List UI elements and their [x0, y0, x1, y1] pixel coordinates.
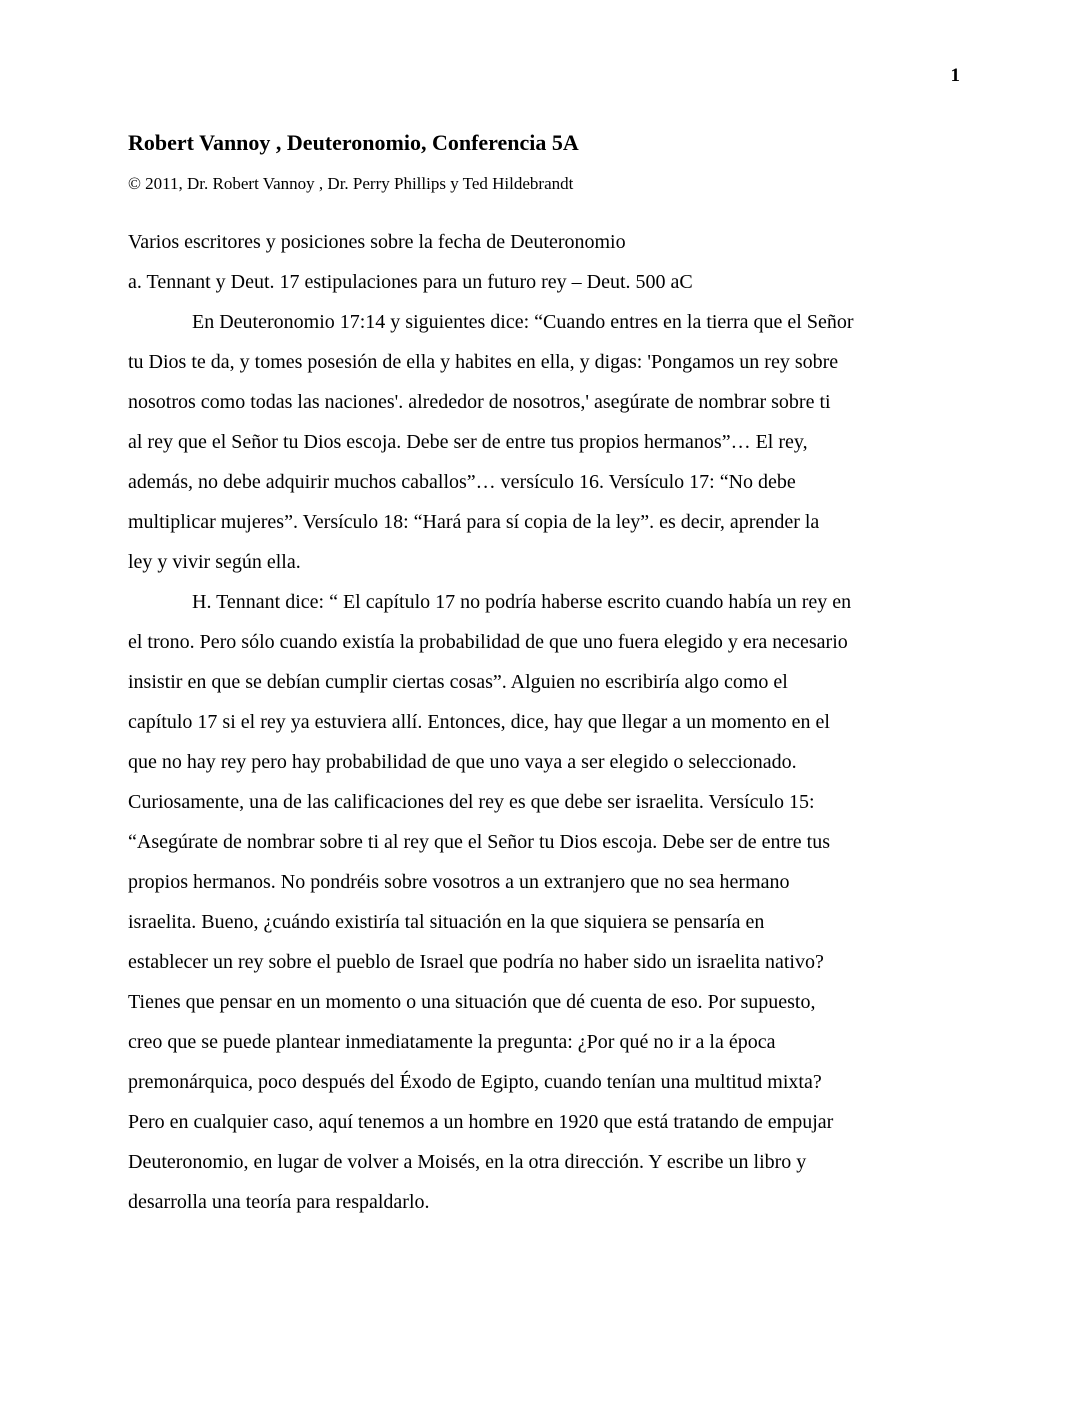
text-line: además, no debe adquirir muchos caballos”… versículo 16. Versículo 17: “No debe [128, 471, 796, 493]
text-line: israelita. Bueno, ¿cuándo existiría tal situación en la que siquiera se pensaría en [128, 911, 765, 933]
text-line: capítulo 17 si el rey ya estuviera allí. Entonces, dice, hay que llegar a un momento en el [128, 711, 830, 733]
text-line: Pero en cualquier caso, aquí tenemos a un hombre en 1920 que está tratando de empujar [128, 1111, 834, 1133]
heading-line-topic: Varios escritores y posiciones sobre la fecha de Deuteronomio [128, 231, 626, 253]
text-line: creo que se puede plantear inmediatamente la pregunta: ¿Por qué no ir a la época [128, 1031, 776, 1053]
text-line: H. Tennant dice: “ El capítulo 17 no podría haberse escrito cuando había un rey en [192, 591, 852, 613]
section-headings [128, 222, 960, 302]
text-line: multiplicar mujeres”. Versículo 18: “Hará para sí copia de la ley”. es decir, aprender la [128, 511, 820, 533]
text-line: que no hay rey pero hay probabilidad de que uno vaya a ser elegido o seleccionado. [128, 751, 797, 773]
text-line: ley y vivir según ella. [128, 551, 301, 573]
text-line: insistir en que se debían cumplir ciertas cosas”. Alguien no escribiría algo como el [128, 671, 788, 693]
text-line: desarrolla una teoría para respaldarlo. [128, 1191, 430, 1213]
text-line: nosotros como todas las naciones'. alrededor de nosotros,' asegúrate de nombrar sobre ti [128, 391, 831, 413]
document-paragraphs [128, 302, 960, 1222]
page-number: 1 [950, 65, 960, 86]
text-line: Curiosamente, una de las calificaciones del rey es que debe ser israelita. Versículo 15: [128, 791, 815, 813]
text-line: propios hermanos. No pondréis sobre vosotros a un extranjero que no sea hermano [128, 871, 790, 893]
text-line: Deuteronomio, en lugar de volver a Moisés, en la otra dirección. Y escribe un libro y [128, 1151, 807, 1173]
text-line: Tienes que pensar en un momento o una situación que dé cuenta de eso. Por supuesto, [128, 991, 816, 1013]
document-content [128, 0, 960, 1222]
text-line: tu Dios te da, y tomes posesión de ella y habites en ella, y digas: 'Pongamos un rey sobre [128, 351, 839, 373]
text-line: establecer un rey sobre el pueblo de Israel que podría no haber sido un israelita nativo? [128, 951, 824, 973]
paragraph [128, 302, 960, 582]
paragraph [128, 582, 960, 1222]
text-line: al rey que el Señor tu Dios escoja. Debe ser de entre tus propios hermanos”… El rey, [128, 431, 808, 453]
text-line: “Asegúrate de nombrar sobre ti al rey que el Señor tu Dios escoja. Debe ser de entre tus [128, 831, 830, 853]
copyright-line: © 2011, Dr. Robert Vannoy , Dr. Perry Phillips y Ted Hildebrandt [128, 174, 574, 193]
text-line: En Deuteronomio 17:14 y siguientes dice: “Cuando entres en la tierra que el Señor [192, 311, 854, 333]
document-title: Robert Vannoy , Deuteronomio, Conferencia 5A [128, 130, 579, 155]
text-line: el trono. Pero sólo cuando existía la probabilidad de que uno fuera elegido y era necesario [128, 631, 848, 653]
heading-line-outline-a: a. Tennant y Deut. 17 estipulaciones para un futuro rey – Deut. 500 aC [128, 271, 693, 293]
text-line: premonárquica, poco después del Éxodo de Egipto, cuando tenían una multitud mixta? [128, 1071, 822, 1093]
